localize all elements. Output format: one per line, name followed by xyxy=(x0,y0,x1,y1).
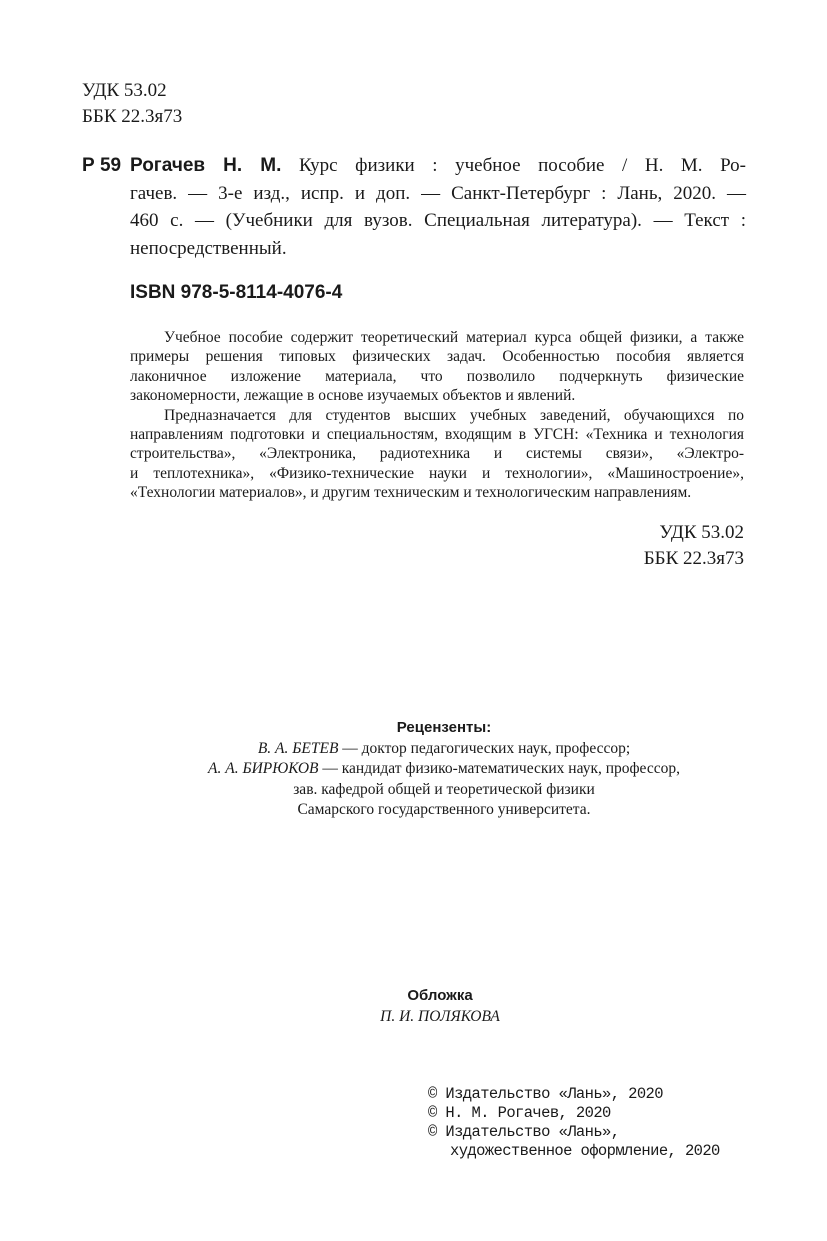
udk-code: УДК 53.02 xyxy=(82,80,167,101)
reviewer-1-desc: — доктор педагогических наук, профессор; xyxy=(338,739,631,757)
bbk-code: ББК 22.3я73 xyxy=(82,106,183,127)
entry-line-1 xyxy=(130,152,746,180)
reviewer-1-name: В. А. БЕТЕВ xyxy=(257,739,339,757)
copyright-publisher: © Издательство «Лань», 2020 xyxy=(428,1085,663,1103)
isbn: ISBN 978-5-8114-4076-4 xyxy=(130,282,343,303)
reviewers-block xyxy=(160,718,728,821)
entry-line-3: 460 с. — (Учебники для вузов. Специальная литература). — Текст : xyxy=(130,210,746,231)
classification-bottom xyxy=(644,520,744,572)
reviewers-heading: Рецензенты: xyxy=(396,719,492,736)
abstract-line: направлениям подготовки и специальностям, входящим в УГСН: «Техника и технология xyxy=(130,425,744,443)
author-mark: Р 59 xyxy=(82,155,122,176)
udk-code: УДК 53.02 xyxy=(659,522,744,543)
abstract-line: строительства», «Электроника, радиотехника и системы связи», «Электро- xyxy=(130,445,744,463)
copyright-block xyxy=(428,1085,720,1161)
abstract-line: «Технологии материалов», и другим техническим и технологическим направлениям. xyxy=(130,484,692,502)
abstract-line: лаконичное изложение материала, что позволило подчеркнуть физические xyxy=(130,367,744,385)
abstract-line: закономерности, лежащие в основе изучаемых объектов и явлений. xyxy=(130,387,576,405)
abstract-line: Предназначается для студентов высших учебных заведений, обучающихся по xyxy=(164,406,744,424)
abstract xyxy=(130,328,744,503)
reviewer-2-name: А. А. БИРЮКОВ xyxy=(208,760,319,777)
cover-credit xyxy=(240,986,640,1027)
abstract-line: Учебное пособие содержит теоретический материал курса общей физики, а также xyxy=(164,329,744,346)
copyright-design: © Издательство «Лань», xyxy=(428,1123,620,1141)
abstract-line: и теплотехника», «Физико-технические науки и технологии», «Машиностроение», xyxy=(130,464,744,482)
entry-title: Курс физики : учебное пособие / Н. М. Ро- xyxy=(298,155,747,176)
entry-author: Рогачев Н. М. xyxy=(130,155,282,176)
copyright-design-cont: художественное оформление, 2020 xyxy=(450,1142,720,1160)
cover-artist: П. И. ПОЛЯКОВА xyxy=(380,1007,500,1025)
bbk-code: ББК 22.3я73 xyxy=(643,548,744,569)
classification-top xyxy=(82,78,182,130)
copyright-author: © Н. М. Рогачев, 2020 xyxy=(428,1104,611,1122)
cover-heading: Обложка xyxy=(407,987,473,1004)
reviewer-2 xyxy=(160,759,728,780)
entry-line-2: гачев. — 3-е изд., испр. и доп. — Санкт-Петербург : Лань, 2020. — xyxy=(130,182,746,204)
reviewer-2-affiliation: Самарского государственного университета. xyxy=(297,801,591,818)
abstract-line: примеры решения типовых физических задач. Особенностью пособия является xyxy=(130,348,744,366)
reviewer-2-desc: — кандидат физико-математических наук, профессор, xyxy=(318,760,680,777)
entry-line-4: непосредственный. xyxy=(130,237,287,259)
reviewer-2-position: зав. кафедрой общей и теоретической физики xyxy=(293,780,595,798)
reviewer-1 xyxy=(160,739,728,760)
